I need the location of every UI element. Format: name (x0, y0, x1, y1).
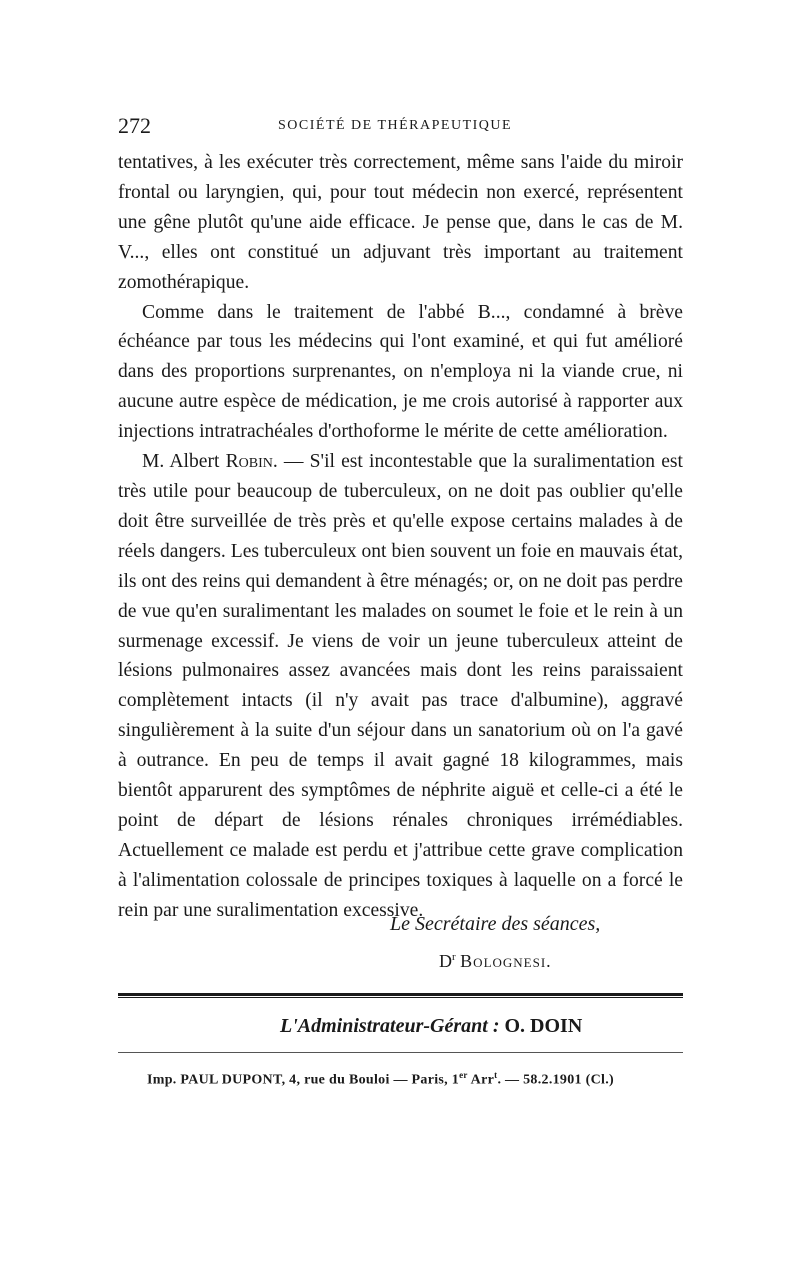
printer-imprint (147, 1070, 614, 1089)
running-head: SOCIÉTÉ DE THÉRAPEUTIQUE (278, 118, 513, 133)
paragraph-3 (118, 447, 683, 926)
page-header (118, 113, 683, 143)
imprint-sup-1: er (459, 1070, 468, 1080)
signer-name: Bolognesi. (460, 951, 552, 971)
imprint-sup-2: t (494, 1070, 498, 1080)
signature-line: Le Secrétaire des séances, (390, 913, 601, 935)
page-number: 272 (118, 113, 151, 138)
speaker-prefix: M. Albert (142, 451, 226, 473)
divider-thick (118, 993, 683, 996)
divider-thin (118, 997, 683, 998)
administrator-line (280, 1015, 582, 1038)
paragraph-1: tentatives, à les exécuter très correctement, même sans l'aide du miroir frontal ou laryngien, qui, pour tout médecin non exercé, représentent une gêne plutôt qu'une aide efficace. Je pense que, dans le cas de M. V..., elles ont constitué un adjuvant très important au traitement zomothérapique. (118, 152, 683, 293)
speaker-surname: Robin (225, 451, 273, 473)
body-text (118, 148, 683, 926)
admin-label: L'Administrateur-Gérant : (280, 1015, 505, 1037)
paragraph-2: Comme dans le traitement de l'abbé B..., condamné à brève échéance par tous les médecins qui l'ont examiné, et qui fut amélioré dans des proportions surprenantes, on n'employa ni la viande crue, ni aucune autre espèce de médication, je me crois autorisé à rapporter aux injections intratrachéales d'orthoforme le mérite de cette amélioration. (118, 301, 683, 443)
signer-title-sup: r (452, 951, 456, 963)
signer (439, 951, 552, 972)
paragraph-3-text: . — S'il est incontestable que la suralimentation est très utile pour beaucoup de tuberculeux, on ne doit pas oublier qu'elle doit être surveillée de très près et qu'elle expose certains malades à de réels dangers. Les tuberculeux ont bien souvent un foie en mauvais état, ils ont des reins qui demandent à être ménagés; or, on ne doit pas perdre de vue qu'en suralimentant les malades on soumet le foie et le rein à un surmenage excessif. Je viens de voir un jeune tuberculeux atteint de lésions pulmonaires assez avancées mais dont les reins paraissaient complètement intacts (il n'y avait pas trace d'albumine), aggravé singulièrement à la suite d'un séjour dans un sanatorium où on l'a gavé à outrance. En peu de temps il avait gagné 18 kilogrammes, mais bientôt apparurent des symptômes de néphrite aiguë et celle-ci a été le point de départ de lésions rénales chroniques irrémédiables. Actuellement ce malade est perdu et j'attribue cette grave complication à l'alimentation colossale de principes toxiques à laquelle on a forcé le rein par une suralimentation excessive. (118, 451, 684, 921)
admin-name: O. DOIN (504, 1015, 583, 1037)
speaker-name (142, 451, 273, 472)
footer-divider (118, 1052, 683, 1053)
imprint-part-c: . — 58.2.1901 (Cl.) (497, 1072, 614, 1088)
imprint-part-a: Imp. PAUL DUPONT, 4, rue du Bouloi — Paris, 1 (147, 1072, 460, 1088)
imprint-part-b: Arr (467, 1072, 495, 1088)
signer-title: D (439, 951, 452, 971)
